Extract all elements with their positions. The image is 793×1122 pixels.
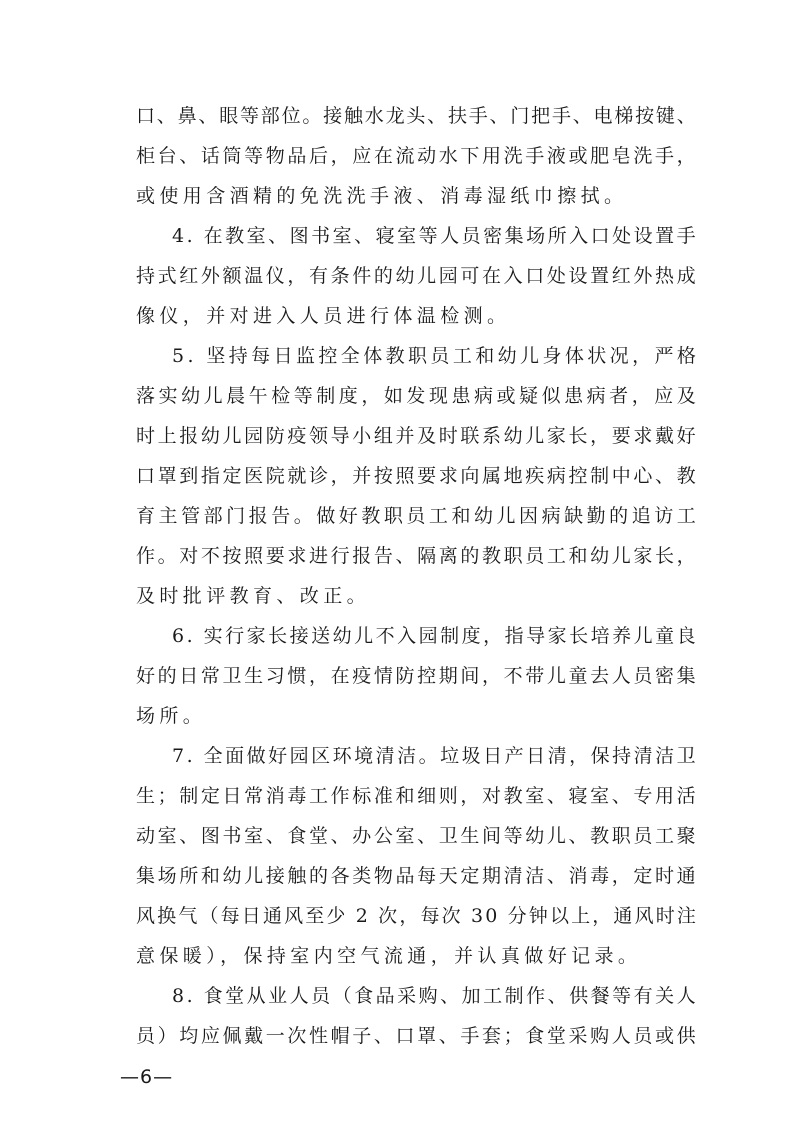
text-line: 集 场 所 和 幼 儿 接 触 的 各 类 物 品 每 天 定 期 清 洁 、 消 毒 ， 定 时 通 [136,865,696,887]
text-line: 落 实 幼 儿 晨 午 检 等 制 度 ， 如 发 现 患 病 或 疑 似 患 病 者 ， 应 及 [136,385,696,407]
text-line: 4 . 在 教 室 、 图 书 室 、 寝 室 等 人 员 密 集 场 所 入 口 处 设 置 手 [172,225,696,247]
text-line: 柜 台 、 话 筒 等 物 品 后 ， 应 在 流 动 水 下 用 洗 手 液 或 肥 皂 洗 手 ， [136,145,696,167]
text-line: 8 . 食 堂 从 业 人 员 （ 食 品 采 购 、 加 工 制 作 、 供 餐 等 有 关 人 [172,985,696,1007]
text-line: 生 ； 制 定 日 常 消 毒 工 作 标 准 和 细 则 ， 对 教 室 、 寝 室 、 专 用 活 [136,785,696,807]
text-line: 场所。 [136,705,207,727]
text-line: 育 主 管 部 门 报 告 。 做 好 教 职 员 工 和 幼 儿 因 病 缺 勤 的 追 访 工 [136,505,696,527]
text-line: 5 . 坚 持 每 日 监 控 全 体 教 职 员 工 和 幼 儿 身 体 状 况 ， 严 格 [172,345,696,367]
text-line: 及时批评教育、改正。 [136,585,371,607]
text-line: 像仪，并对进入人员进行体温检测。 [136,305,511,327]
text-line: 员 ） 均 应 佩 戴 一 次 性 帽 子 、 口 罩 、 手 套 ； 食 堂 采 购 人 员 或 供 [136,1025,696,1047]
text-line: 动 室 、 图 书 室 、 食 堂 、 办 公 室 、 卫 生 间 等 幼 儿 、 教 职 员 工 聚 [136,825,696,847]
text-line: 意保暖），保持室内空气流通，并认真做好记录。 [136,945,642,967]
text-line: 好 的 日 常 卫 生 习 惯 ， 在 疫 情 防 控 期 间 ， 不 带 儿 童 去 人 员 密 集 [136,665,696,687]
text-line: 持 式 红 外 额 温 仪 ， 有 条 件 的 幼 儿 园 可 在 入 口 处 设 置 红 外 热 成 [136,265,696,287]
text-line: 口 、 鼻 、 眼 等 部 位 。 接 触 水 龙 头 、 扶 手 、 门 把 手 、 电 梯 按 键 、 [136,105,696,127]
text-line: 风 换 气 （ 每 日 通 风 至 少 2 次 ， 每 次 3 0 分 钟 以 上 ， 通 风 时 注 [136,905,696,927]
text-line: 7 . 全 面 做 好 园 区 环 境 清 洁 。 垃 圾 日 产 日 清 ， 保 持 清 洁 卫 [172,745,696,767]
text-line: 作 。 对 不 按 照 要 求 进 行 报 告 、 隔 离 的 教 职 员 工 和 幼 儿 家 长 ， [136,545,696,567]
text-line: 或使用含酒精的免洗洗手液、消毒湿纸巾擦拭。 [136,185,628,207]
page-number: —6— [120,1066,174,1088]
text-line: 6 . 实 行 家 长 接 送 幼 儿 不 入 园 制 度 ， 指 导 家 长 培 养 儿 童 良 [172,625,696,647]
text-line: 时 上 报 幼 儿 园 防 疫 领 导 小 组 并 及 时 联 系 幼 儿 家 长 ， 要 求 戴 好 [136,425,696,447]
text-line: 口 罩 到 指 定 医 院 就 诊 ， 并 按 照 要 求 向 属 地 疾 病 控 制 中 心 、 教 [136,465,696,487]
